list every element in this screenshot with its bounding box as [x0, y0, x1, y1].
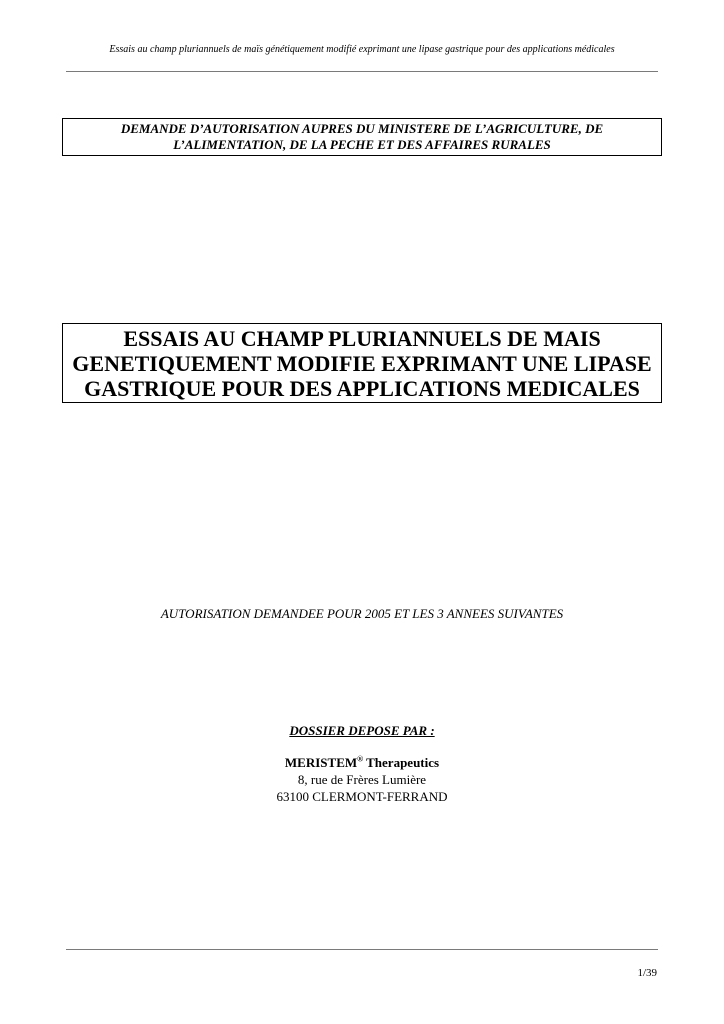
address-line-1: 8, rue de Frères Lumière	[297, 772, 427, 787]
authorization-period: AUTORISATION DEMANDEE POUR 2005 ET LES 3 ANNEES SUIVANTES	[160, 606, 564, 621]
address-line-2: 63100 CLERMONT-FERRAND	[276, 789, 448, 804]
company-name	[66, 754, 658, 771]
page-number: 1/39	[637, 967, 657, 979]
title-line-2: GENETIQUEMENT MODIFIE EXPRIMANT UNE LIPASE	[72, 350, 652, 376]
dossier-label: DOSSIER DEPOSE PAR :	[289, 723, 435, 738]
header-rule	[66, 71, 658, 72]
footer-rule	[66, 949, 658, 950]
authority-line-2: L’ALIMENTATION, DE LA PECHE ET DES AFFAIRES RURALES	[173, 137, 551, 152]
title-line-3: GASTRIQUE POUR DES APPLICATIONS MEDICALES	[84, 375, 640, 401]
title-line-1: ESSAIS AU CHAMP PLURIANNUELS DE MAIS	[123, 325, 601, 351]
document-title-box	[62, 323, 662, 403]
applicant-block	[66, 754, 658, 805]
running-header: Essais au champ pluriannuels de maïs génétiquement modifié exprimant une lipase gastrique pour des applications médicales	[109, 44, 615, 55]
authority-box	[62, 118, 662, 156]
registered-mark: ®	[357, 754, 364, 764]
company-name-suffix: Therapeutics	[363, 755, 440, 770]
authority-line-1: DEMANDE D’AUTORISATION AUPRES DU MINISTERE DE L’AGRICULTURE, DE	[120, 121, 604, 136]
company-name-main: MERISTEM	[284, 755, 358, 770]
